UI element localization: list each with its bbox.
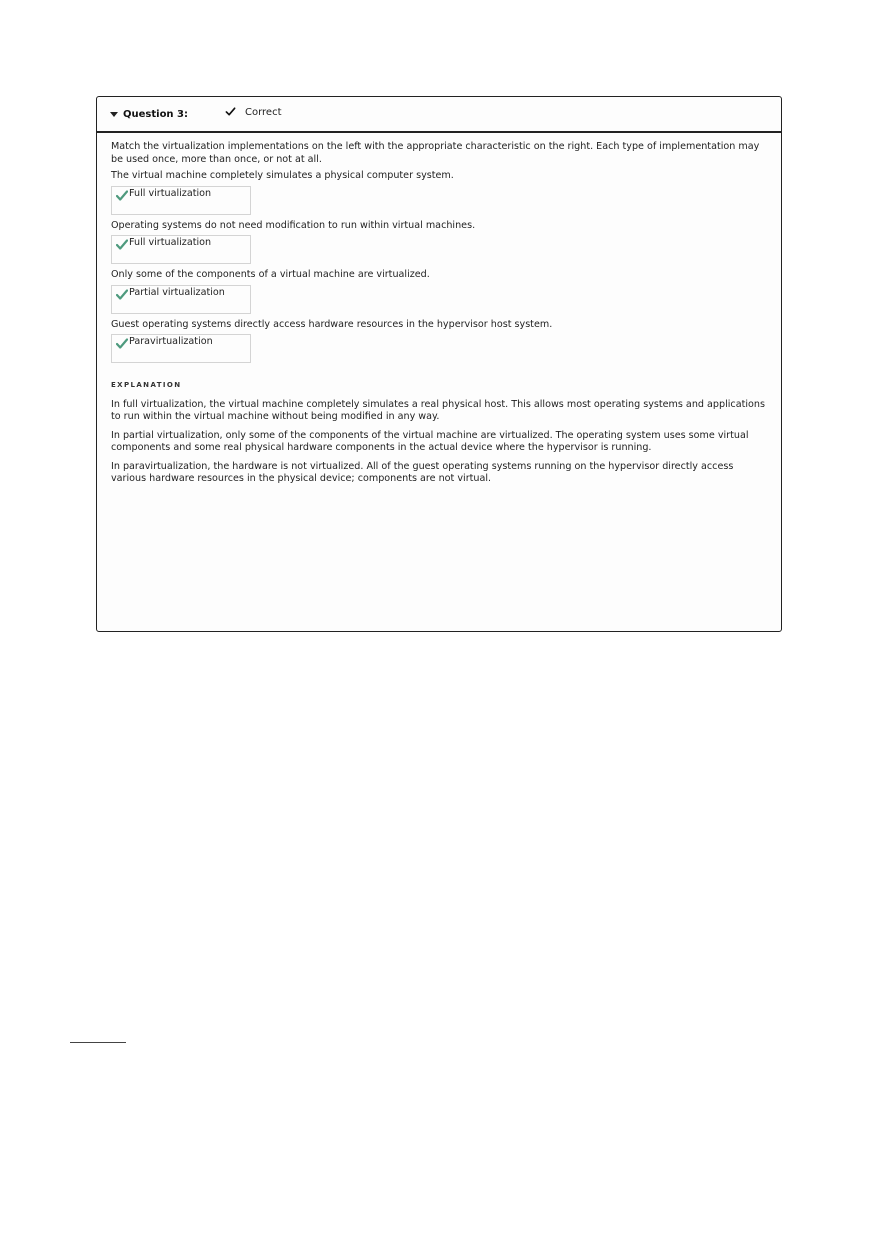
- question-instructions: Match the virtualization implementations on the left with the appropriate characteristic on the right. Each type of implementation may be used once, more than once, or not at all.: [111, 141, 760, 165]
- status-text: Correct: [245, 107, 282, 118]
- question-header[interactable]: [97, 97, 781, 133]
- answer-box[interactable]: [111, 235, 251, 264]
- footer-divider: [70, 1042, 126, 1043]
- explanation-paragraph: In partial virtualization, only some of the components of the virtual machine are virtualized. The operating system uses some virtual components and some real physical hardware components in the actual device where the hypervisor is running.: [111, 429, 749, 453]
- prompt-text: Guest operating systems directly access hardware resources in the hypervisor host system.: [111, 318, 553, 330]
- checkmark-icon: [116, 289, 128, 300]
- answer-box[interactable]: [111, 285, 251, 314]
- prompt-text: Operating systems do not need modification to run within virtual machines.: [111, 219, 476, 231]
- question-title: Question 3:: [123, 109, 188, 120]
- checkmark-icon: [225, 106, 236, 117]
- answer-text: Full virtualization: [129, 237, 212, 248]
- caret-down-icon[interactable]: [110, 112, 118, 117]
- explanation-paragraph: In full virtualization, the virtual machine completely simulates a real physical host. This allows most operating systems and applications to run within the virtual machine without being modified in any way.: [111, 398, 765, 422]
- answer-box[interactable]: [111, 334, 251, 363]
- checkmark-icon: [116, 239, 128, 250]
- prompt-text: Only some of the components of a virtual machine are virtualized.: [111, 269, 430, 280]
- question-card: [96, 96, 782, 632]
- answer-box[interactable]: [111, 186, 251, 215]
- checkmark-icon: [116, 338, 128, 349]
- answer-text: Partial virtualization: [129, 286, 225, 298]
- checkmark-icon: [116, 190, 128, 201]
- answer-text: Paravirtualization: [129, 336, 213, 347]
- prompt-text: The virtual machine completely simulates a physical computer system.: [111, 170, 454, 181]
- explanation-heading: EXPLANATION: [111, 381, 182, 389]
- answer-text: Full virtualization: [129, 187, 212, 199]
- explanation-paragraph: In paravirtualization, the hardware is not virtualized. All of the guest operating systems running on the hypervisor directly access various hardware resources in the physical device; components are not virtual.: [111, 460, 734, 484]
- question-body: [111, 141, 767, 492]
